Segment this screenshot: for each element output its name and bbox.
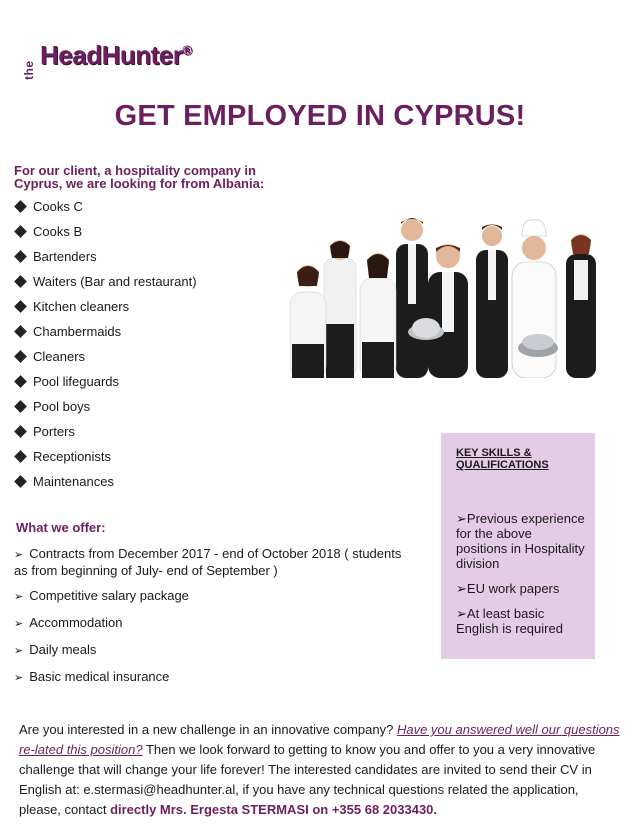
offer-item <box>14 615 414 632</box>
diamond-bullet-icon <box>14 325 27 338</box>
diamond-bullet-icon <box>14 300 27 313</box>
offer-text: Accommodation <box>29 615 123 630</box>
skill-text: EU work papers <box>466 581 560 596</box>
diamond-bullet-icon <box>14 225 27 238</box>
offer-item <box>14 642 414 659</box>
closing-text-body: Then we look forward to getting to know you and offer to you a very innovative challenge that will change your life forever! The interested candidates are invited to send their CV in English at: e.stermasi@headhunter.al, if you have any technical questions related the application, please, contact <box>19 742 596 817</box>
offer-text: Contracts from December 2017 - end of October 2018 ( students as from beginning of July- end of September ) <box>14 546 402 578</box>
diamond-bullet-icon <box>14 350 27 363</box>
staff-figure <box>324 240 356 378</box>
staff-figure <box>566 234 596 378</box>
arrowhead-bullet-icon: ➢ <box>14 591 24 603</box>
job-label: Pool lifeguards <box>33 374 119 389</box>
job-item <box>14 444 197 469</box>
offer-text: Competitive salary package <box>29 588 189 603</box>
arrowhead-bullet-icon: ➢ <box>14 618 24 630</box>
job-label: Bartenders <box>33 249 97 264</box>
job-item <box>14 469 197 494</box>
logo-the: the <box>22 60 36 80</box>
arrowhead-bullet-icon: ➢ <box>14 645 24 657</box>
diamond-bullet-icon <box>14 425 27 438</box>
job-item <box>14 344 197 369</box>
offer-text: Daily meals <box>29 642 97 657</box>
job-item <box>14 319 197 344</box>
diamond-bullet-icon <box>14 375 27 388</box>
diamond-bullet-icon <box>14 250 27 263</box>
diamond-bullet-icon <box>14 200 27 213</box>
logo-name <box>40 40 191 71</box>
diamond-bullet-icon <box>14 475 27 488</box>
job-label: Porters <box>33 424 75 439</box>
job-label: Chambermaids <box>33 324 122 339</box>
closing-text: Are you interested in a new challenge in an innovative company? <box>19 722 397 737</box>
diamond-bullet-icon <box>14 275 27 288</box>
job-list <box>14 194 197 494</box>
job-item <box>14 269 197 294</box>
job-item <box>14 294 197 319</box>
skill-item <box>456 581 585 596</box>
closing-paragraph <box>19 720 621 820</box>
staff-figure <box>360 253 396 378</box>
skill-item <box>456 511 585 571</box>
diamond-bullet-icon <box>14 400 27 413</box>
job-item <box>14 394 197 419</box>
skill-text: At least basic English is required <box>456 606 563 636</box>
offer-item <box>14 669 414 686</box>
offer-heading: What we offer: <box>16 520 106 535</box>
closing-question-link[interactable]: Have you answered well our questions re-lated this position? <box>19 722 620 757</box>
hospitality-staff-photo <box>286 214 602 378</box>
diamond-bullet-icon <box>14 450 27 463</box>
staff-figure <box>396 218 428 378</box>
intro-text: For our client, a hospitality company in Cyprus, we are looking for from Albania: <box>14 163 265 191</box>
key-skills-heading: KEY SKILLS & QUALIFICATIONS <box>456 447 549 471</box>
staff-figure <box>512 220 558 378</box>
job-item <box>14 194 197 219</box>
arrowhead-bullet-icon: ➢ <box>14 672 24 684</box>
job-label: Cooks B <box>33 224 83 239</box>
job-label: Cleaners <box>33 349 86 364</box>
offer-item <box>14 588 414 605</box>
logo-name-text: HeadHunter <box>40 40 183 70</box>
job-label: Cooks C <box>33 199 83 214</box>
page-title: GET EMPLOYED IN CYPRUS! <box>114 100 526 132</box>
job-label: Kitchen cleaners <box>33 299 130 314</box>
job-label: Pool boys <box>33 399 91 414</box>
offer-item <box>14 546 414 578</box>
arrowhead-bullet-icon: ➢ <box>456 581 467 596</box>
arrowhead-bullet-icon: ➢ <box>456 511 467 526</box>
offer-text: Basic medical insurance <box>29 669 170 684</box>
job-label: Receptionists <box>33 449 112 464</box>
arrowhead-bullet-icon: ➢ <box>456 606 467 621</box>
job-item <box>14 369 197 394</box>
job-item <box>14 419 197 444</box>
contact-line: directly Mrs. Ergesta STERMASI on +355 68 2033430. <box>110 802 438 817</box>
job-item <box>14 219 197 244</box>
job-label: Waiters (Bar and restaurant) <box>33 274 197 289</box>
key-skills-panel <box>441 433 595 659</box>
logo-registered-mark: ® <box>182 42 192 58</box>
skill-text: Previous experience for the above positions in Hospitality division <box>456 511 585 571</box>
arrowhead-bullet-icon: ➢ <box>14 549 24 561</box>
offer-list <box>14 546 414 696</box>
staff-figure <box>290 265 326 378</box>
skill-item <box>456 606 585 636</box>
staff-figure <box>476 225 508 379</box>
job-item <box>14 244 197 269</box>
job-label: Maintenances <box>33 474 114 489</box>
